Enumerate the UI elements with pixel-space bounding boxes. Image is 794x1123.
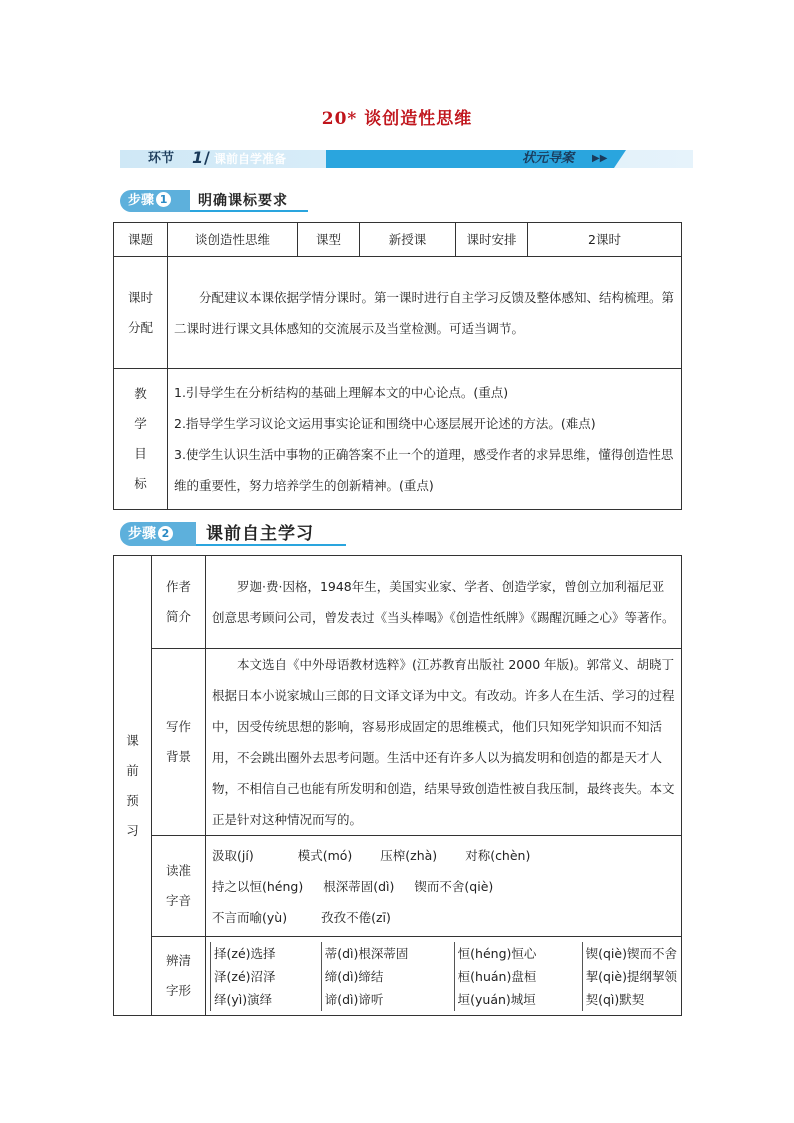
cell-hours-value: 2课时 (528, 223, 682, 257)
cell-hours-label: 课时安排 (456, 223, 528, 257)
author-text: 罗迦·费·因格，1948年生，美国实业家、学者、创造学家，曾创立加利福尼亚创意思考顾问公司，曾发表过《当头棒喝》《创造性纸牌》《踢醒沉睡之心》等著作。 (206, 556, 682, 649)
list-item: 持之以恒(héng) 根深蒂固(dì) 锲而不舍(qiè) (212, 878, 494, 894)
schedule-text: 分配建议本课依据学情分课时。第一课时进行自主学习反馈及整体感知、结构梳理。第二课时进行课文具体感知的交流展示及当堂检测。可适当调节。 (168, 257, 682, 369)
step1-badge (120, 190, 190, 212)
pronounce-label: 读准 字音 (152, 836, 206, 937)
pronounce-list (206, 836, 682, 937)
section-banner (120, 150, 693, 168)
shape-groups (206, 937, 682, 1016)
banner-link-number: 1 (192, 148, 204, 167)
page-title: 20* 谈创造性思维 (321, 109, 473, 129)
table-row (114, 369, 682, 510)
background-label: 写作 背景 (152, 649, 206, 836)
cell-topic-label: 课题 (114, 223, 168, 257)
table-row (114, 649, 682, 836)
list-item: 恒(héng)恒心 桓(huán)盘桓 垣(yuán)城垣 (454, 942, 537, 1011)
goals-list (168, 369, 682, 510)
list-item: 择(zé)选择 泽(zé)沼泽 绎(yì)演绎 (210, 942, 276, 1011)
preview-table (113, 555, 682, 1016)
step2-number: 2 (158, 526, 173, 541)
list-item: 1.引导学生在分析结构的基础上理解本文的中心论点。(重点) (174, 385, 509, 400)
step2-badge-label: 步骤 (128, 526, 156, 542)
cell-type-label: 课型 (298, 223, 360, 257)
table-row (114, 836, 682, 937)
curriculum-table (113, 222, 682, 510)
list-item: 2.指导学生学习议论文运用事实论证和围绕中心逐层展开论述的方法。(难点) (174, 416, 596, 431)
list-item: 锲(qiè)锲而不舍 挈(qiè)提纲挈领 契(qì)默契 (582, 942, 677, 1011)
step2-underline (196, 544, 346, 546)
author-label: 作者 简介 (152, 556, 206, 649)
shape-label: 辨清 字形 (152, 937, 206, 1016)
list-item: 蒂(dì)根深蒂固 缔(dì)缔结 谛(dì)谛听 (321, 942, 409, 1011)
step2-heading: 课前自主学习 (206, 524, 314, 544)
step2-badge (120, 522, 196, 546)
step1-heading: 明确课标要求 (198, 193, 288, 209)
step2-header (120, 522, 350, 544)
step1-header (120, 190, 310, 212)
table-row (114, 937, 682, 1016)
step1-badge-label: 步骤 (128, 193, 155, 208)
list-item: 汲取(jí) 模式(mó) 压榨(zhà) 对称(chèn) (212, 847, 531, 863)
banner-right-label: 状元导案 (522, 151, 575, 166)
step1-underline (190, 210, 308, 212)
schedule-label: 课时 分配 (114, 257, 168, 369)
banner-highlight (326, 150, 626, 168)
step1-number: 1 (156, 192, 171, 207)
table-row (114, 556, 682, 649)
cell-type-value: 新授课 (360, 223, 456, 257)
banner-section-title: 课前自学准备 (214, 152, 287, 166)
goals-label: 教 学 目 标 (114, 369, 168, 510)
background-text: 本文选自《中外母语教材选粹》(江苏教育出版社 2000 年版)。郭常义、胡晓丁根据日本小说家城山三郎的日文译文译为中文。有改动。许多人在生活、学习的过程中，因受传统思想的影响，容易形成固定的思维模式，他们只知死学知识而不知活用，不会跳出圈外去思考问题。生活中还有许多人以为搞发明和创造的都是天才人物，不相信自己也能有所发明和创造，结果导致创造性被自我压制，最终丧失。本文正是针对这种情况而写的。 (206, 649, 682, 836)
banner-link-label: 环节 (148, 151, 175, 166)
table-row (114, 223, 682, 257)
cell-topic-value: 谈创造性思维 (168, 223, 298, 257)
table-row (114, 257, 682, 369)
preview-side-label: 课 前 预 习 (114, 556, 152, 1016)
banner-slash-icon: / (204, 148, 210, 167)
double-arrow-icon: ▶▶ (592, 153, 608, 164)
list-item: 不言而喻(yù) 孜孜不倦(zī) (212, 909, 391, 925)
list-item: 3.使学生认识生活中事物的正确答案不止一个的道理，感受作者的求异思维，懂得创造性思维的重要性，努力培养学生的创新精神。(重点) (174, 447, 674, 493)
